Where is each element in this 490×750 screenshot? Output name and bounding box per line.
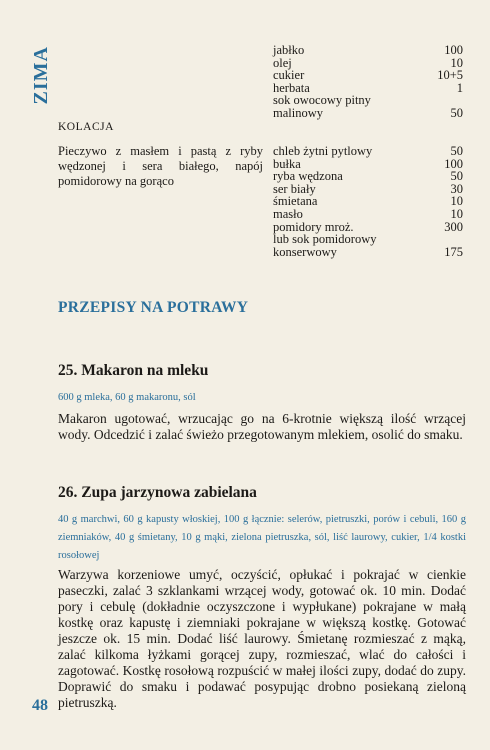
ingredient-qty: 50 [450,144,463,158]
recipe-title: 26. Zupa jarzynowa zabielana [58,484,257,501]
ingredient-name: konserwowy [273,244,337,259]
recipe-ingredients: 600 g mleka, 60 g makaronu, sól [58,392,196,403]
ingredient-name: herbata [273,80,310,95]
ingredient-row [273,107,463,120]
ingredient-row [273,246,463,259]
ingredient-qty: 10 [450,194,463,209]
ingredient-row [273,208,463,221]
ingredient-qty: 1 [456,80,463,95]
ingredients-list-2 [273,145,463,258]
ingredient-row [273,145,463,158]
ingredient-name: ryba wędzona [273,169,343,184]
ingredient-name: pomidory mroż. [273,219,354,234]
recipe-ingredients: 40 g marchwi, 60 g kapusty włoskiej, 100 g łącznie: selerów, pietruszki, porów i cebuli, 160 g ziemniaków, 40 g śmietany, 10 g mąki, zielona pietruszka, sól, liść laurowy, cukier, 1/4 kostki rosołowej [58,514,466,561]
ingredient-row [273,69,463,82]
ingredient-row [273,233,463,246]
ingredient-qty: 300 [444,219,463,234]
ingredient-qty: 30 [450,181,463,196]
ingredient-name: masło [273,206,303,221]
meal-description: Pieczywo z masłem i pastą z ryby wędzonej i sera białego, napój pomidorowy na gorąco [58,144,263,188]
ingredient-qty: 10 [450,55,463,70]
ingredient-qty: 100 [444,43,463,57]
ingredient-qty: 50 [450,169,463,184]
ingredient-row [273,44,463,57]
ingredient-row [273,170,463,183]
ingredient-name: malinowy [273,105,323,120]
ingredient-name: cukier [273,68,305,83]
ingredient-name: śmietana [273,194,318,209]
section-heading: PRZEPISY NA POTRAWY [58,299,249,316]
ingredient-qty: 100 [444,156,463,171]
recipe-title: 25. Makaron na mleku [58,362,209,379]
ingredient-qty [457,233,463,246]
ingredient-name: chleb żytni pytlowy [273,144,373,158]
ingredient-name: ser biały [273,181,316,196]
recipe-instructions: Makaron ugotować, wrzucając go na 6-krotnie większą ilość wrzącej wody. Odcedzić i zalać świeżo przegotowanym mlekiem, osolić do smaku. [58,411,466,442]
recipe-instructions: Warzywa korzeniowe umyć, oczyścić, opłukać i pokrajać w cienkie paseczki, zalać 3 szklankami wrzącej wody, gotować ok. 10 min. Dodać pory i cebulę (dokładnie oczyszczone i wypłukane) pokrajane w małą kostkę oraz kapustę i ziemniaki pokrajane w większą kostkę. Gotować jeszcze ok. 15 min. Dodać liść laurowy. Śmietanę rozmieszać z mąką, zalać kilkoma łyżkami gorącej zupy, rozmieszać, wlać do całości i zagotować. Kostkę rosołową rozpuścić w małej ilości zupy, dodać do zupy. Doprawić do smaku i podawać posypując drobno posiekaną zieloną pietruszką. [58,567,466,710]
ingredient-qty: 10 [450,206,463,221]
ingredient-name: jabłko [273,43,305,57]
ingredients-list-1 [273,44,463,120]
page-number: 48 [32,697,48,714]
ingredient-qty: 10+5 [437,68,463,83]
season-label: ZIMA [30,46,52,105]
ingredient-name: olej [273,55,292,70]
ingredient-name: bułka [273,156,301,171]
ingredient-qty: 175 [444,244,463,259]
meal-title: KOLACJA [58,121,114,133]
ingredient-qty: 50 [450,105,463,120]
ingredient-name: lub sok pomidorowy [273,232,377,247]
ingredient-name: sok owocowy pitny [273,93,371,108]
